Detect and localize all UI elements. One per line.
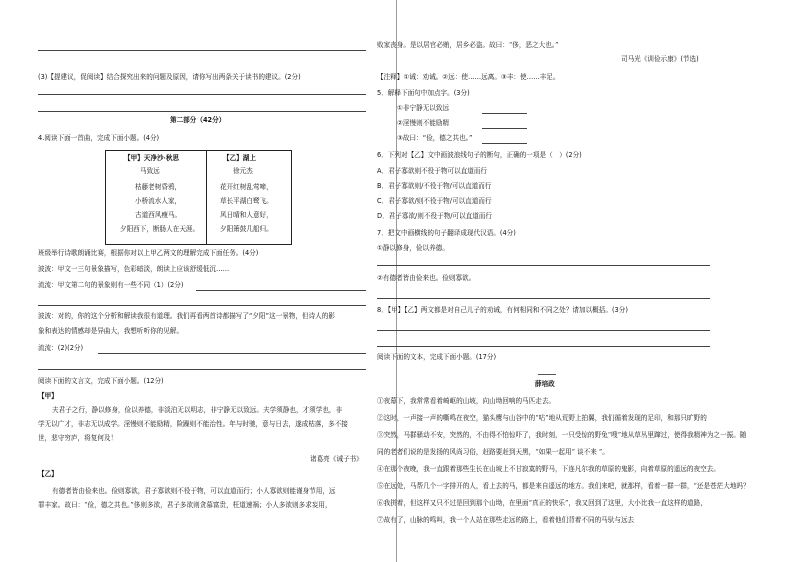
q5-item: ③故曰：“俭，德之共也。”	[397, 134, 473, 142]
yi-text: 罪丰家。故曰：“俭，德之共也。”侈则多欲，君子多欲则贪慕富贵，枉道速祸；小人多欲则多求妄用，	[38, 501, 332, 509]
q6-text: 6．下列对【乙】文中画波浪线句子的断句，正确的一项是（ ）(2分)	[377, 151, 582, 159]
article-paragraph: ⑥我拼着，但这样又只不过是回到那个山坳，在里面“真正的快乐”，我又回到了这里，大小比我一直这样的道路，	[377, 499, 707, 507]
answer-line[interactable]	[38, 111, 366, 112]
bobo-line-2b: 象和表达的情感却是异曲大，我想听听你的见解。	[38, 327, 184, 335]
answer-line[interactable]	[377, 298, 710, 299]
poem-divider	[206, 151, 207, 244]
article-paragraph: ①夜幕下，我常常看着崎岖的山坡，向山坳回响的马匹走去。	[377, 397, 556, 405]
answer-line[interactable]	[377, 346, 710, 347]
q7-text: 7．把文中画横线的句子翻译成现代汉语。(4分)	[377, 229, 516, 237]
answer-line[interactable]	[98, 353, 366, 354]
poem-a-line: 枯藤老树昏鸦，	[135, 183, 182, 191]
liuliu-line-2: 流流：(2)(2分)	[38, 344, 84, 352]
article-paragraph: ④在那个夜晚，我一直跟着那些生长在山坡上不甘寂寞的野马，下连凡尔我的草原的鬼影，向着草原的遥远的夜空去。	[377, 465, 720, 473]
poem-a-author: 马致远	[140, 167, 160, 175]
q5-item: ①非宁静无以致远	[397, 104, 450, 112]
yi-text-continued: 败家丧身。是以居官必贿，居乡必盗。故曰：“侈，恶之大也。”	[377, 41, 559, 49]
q6-option-d[interactable]: D．君子寡欲/则不役于物/可以直道而行	[377, 212, 493, 220]
liuliu-line-1: 流流：甲文第二句的景象则有一些不同（1）(2分)	[38, 281, 184, 289]
q5-item: ②淫慢则不能励精	[397, 119, 450, 127]
classical-intro: 阅读下面的文言文，完成下面小题。(12分)	[38, 377, 164, 385]
jia-text: 学无以广才，非志无以成学。淫慢则不能励精，险躁则不能治性。年与时驰，意与日去，遂成枯落，多不接	[38, 420, 348, 428]
poem-a-line: 夕阳西下，断肠人在天涯。	[120, 225, 200, 233]
q6-option-c[interactable]: C．君子寡欲/则不役于物/可以直道而行	[377, 197, 492, 205]
poem-b-line: 风日晴和人意好，	[220, 211, 273, 219]
answer-line[interactable]	[38, 94, 366, 95]
answer-line[interactable]	[196, 290, 366, 291]
yi-label: 【乙】	[38, 470, 58, 478]
poem-b-author: 徐元杰	[233, 167, 253, 175]
jia-source: 诸葛亮《诫子书》	[310, 455, 363, 463]
q7-item: ①静以修身，俭以养德。	[377, 244, 449, 252]
q5-text: 5．解释下面句中加点字。(3分)	[377, 89, 470, 97]
yi-text: 有德者皆由俭来也。俭则寡欲，君子寡欲则不役于物，可以直道而行；小人寡欲则能谨身节用，远	[52, 487, 336, 495]
yi-source: 司马光《训俭示康》(节选)	[621, 55, 699, 63]
poem-b-line: 草长平湖白鹭飞。	[220, 197, 273, 205]
answer-line[interactable]	[38, 369, 366, 370]
poem-a-title: 【甲】天净沙·秋思	[124, 154, 180, 162]
class-prompt: 班级举行诗歌朗诵比赛，根据你对以上甲乙两文的理解完成下面任务。(4分)	[38, 249, 259, 257]
poem-a-line: 古道西风瘦马。	[135, 211, 182, 219]
bobo-line-2: 波波：对的，你的这个分析和解读我很有道理。我们再看两首诗都描写了“夕阳”这一景物，但诗人的影	[38, 312, 335, 320]
q4-intro: 4.阅读下面一首曲，完成下面小题。(4分)	[38, 134, 160, 142]
answer-line[interactable]	[482, 143, 527, 144]
q3-text: (3)【提建议，促阅读】结合探究出来的问题及原因，请你写出两条关于读书的建议。(2分)	[38, 73, 301, 81]
article-paragraph: ③突然，马群骚动不安，突然的，不由得不怕惊吓了，我时刻，一只受惊的野兔“嗖”地从草丛里蹿过，使得我精神为之一振。随	[377, 431, 747, 439]
jia-text: 夫君子之行，静以修身，俭以养德，非淡泊无以明志，非宁静无以致远。夫学须静也，才须学也，非	[52, 406, 343, 414]
article-title: 薛培政	[535, 380, 555, 388]
title-rule	[538, 374, 556, 375]
q7-item: ②有德者皆由俭来也。俭则寡欲。	[377, 274, 476, 282]
article-paragraph: ⑤在远处，马帮几个一字排开的人，看上去的马，都是来自遥远的地方。我们来吧，就那样，看着一群一群，“还是苍茫大地吗？	[377, 482, 750, 490]
reading-intro: 阅读下面的文本，完成下面小题。(17分)	[377, 353, 497, 361]
right-column	[377, 0, 794, 562]
jia-text: 世，悲守穷庐，将复何及！	[38, 434, 118, 442]
poem-b-title: 【乙】湖上	[223, 154, 256, 162]
answer-line[interactable]	[482, 128, 527, 129]
article-paragraph: ⑦故有了，山脉的鸣叫，我一个人站在那些走远的路上，看着他们背着不同的马驮与远去	[377, 516, 635, 524]
jia-label: 【甲】	[38, 392, 58, 400]
poem-b-line: 花开红树乱莺啼，	[220, 183, 273, 191]
bobo-line: 波波：甲文一三句景象描写，色彩暗淡，朗读上应该舒缓低沉……	[38, 265, 230, 273]
q6-option-a[interactable]: A．君子寡欲则不役于物可以直道而行	[377, 167, 488, 175]
annotation-note: 【注释】①诫：劝诫。②远：使……远离。③丰：使……丰足。	[377, 73, 560, 81]
answer-line[interactable]	[482, 113, 527, 114]
answer-line[interactable]	[377, 330, 710, 331]
article-paragraph: 同的老者们说的是发扬的风尚习俗，赶路要赶到天黑，“如果一起用“ 谈不来 ”。	[377, 448, 609, 456]
poem-a-line: 小桥流水人家，	[135, 197, 182, 205]
answer-line[interactable]	[377, 265, 710, 266]
poem-b-line: 夕阳箫鼓几船归。	[220, 225, 273, 233]
answer-line[interactable]	[38, 50, 366, 51]
part2-title: 第二部分（42分）	[170, 116, 226, 124]
answer-line[interactable]	[38, 305, 366, 306]
article-paragraph: ②这时，一声接一声的嘶鸣在夜空，猫头鹰与山谷中的“咕”地从荒野上拍翼，我们循着发现的足印，和那只旷野的	[377, 414, 707, 422]
q6-option-b[interactable]: B．君子寡欲则/不役于物/可以直道而行	[377, 182, 492, 190]
q8-text: 8．【甲】【乙】两文都是对自己儿子的劝诫，有何相同和不同之处？请加以概括。(3分)	[377, 306, 628, 314]
